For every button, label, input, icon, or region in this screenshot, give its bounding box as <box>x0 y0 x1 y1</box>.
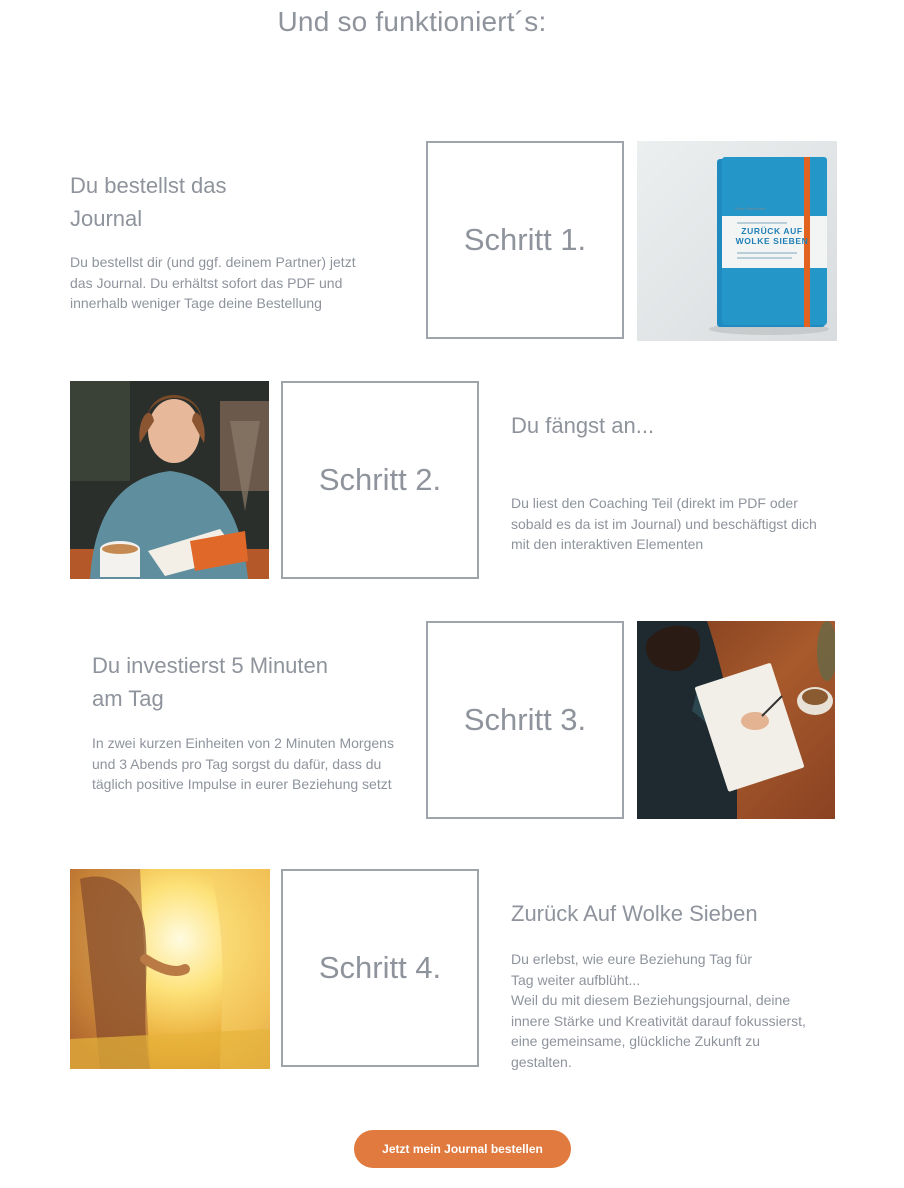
journal-cover-title: ZURÜCK AUF WOLKE SIEBEN <box>735 226 809 246</box>
step-1-title: Du bestellst das Journal <box>70 173 227 231</box>
step-4-label: Schritt 4. <box>318 950 442 985</box>
step-4-title: Zurück Auf Wolke Sieben <box>511 901 758 926</box>
step-1-box <box>426 141 624 339</box>
journal-cover-author: Sinan Stadtmeier <box>735 206 766 211</box>
couple-holding-hands-photo <box>70 869 270 1069</box>
step-1-label: Schritt 1. <box>463 222 587 257</box>
step-4-box <box>281 869 479 1067</box>
step-1-text: Du bestellst dir (und ggf. deinem Partner) jetzt das Journal. Du erhältst sofort das PDF und innerhalb weniger Tage deine Bestellung <box>70 254 356 311</box>
step-4-text: Du erlebst, wie eure Beziehung Tag für Tag weiter aufblüht... Weil du mit diesem Beziehungsjournal, deine innere Stärke und Kreativität darauf fokussierst, eine gemeinsame, glückliche Zukunft zu gestalten. <box>511 951 806 1070</box>
woman-writing-illustration <box>637 621 835 819</box>
step-2-box <box>281 381 479 579</box>
step-2-text: Du liest den Coaching Teil (direkt im PDF oder sobald es da ist im Journal) und beschäftigst dich mit den interaktiven Elementen <box>511 495 817 552</box>
step-2-title: Du fängst an... <box>511 413 655 438</box>
step-2-label: Schritt 2. <box>318 462 442 497</box>
step-3-label: Schritt 3. <box>463 702 587 737</box>
woman-reading-photo <box>70 381 269 579</box>
order-journal-button[interactable]: Jetzt mein Journal bestellen <box>354 1130 571 1168</box>
step-3-box <box>426 621 624 819</box>
page-title: Und so funktioniert´s: <box>277 6 547 37</box>
couple-holding-hands-illustration <box>70 869 270 1069</box>
woman-writing-photo <box>637 621 835 819</box>
step-3-text: In zwei kurzen Einheiten von 2 Minuten Morgens und 3 Abends pro Tag sorgst du dafür, dass du täglich positive Impulse in eurer Beziehung setzt <box>92 735 394 792</box>
woman-reading-illustration <box>70 381 269 579</box>
step-3-title: Du investierst 5 Minuten am Tag <box>92 653 328 711</box>
